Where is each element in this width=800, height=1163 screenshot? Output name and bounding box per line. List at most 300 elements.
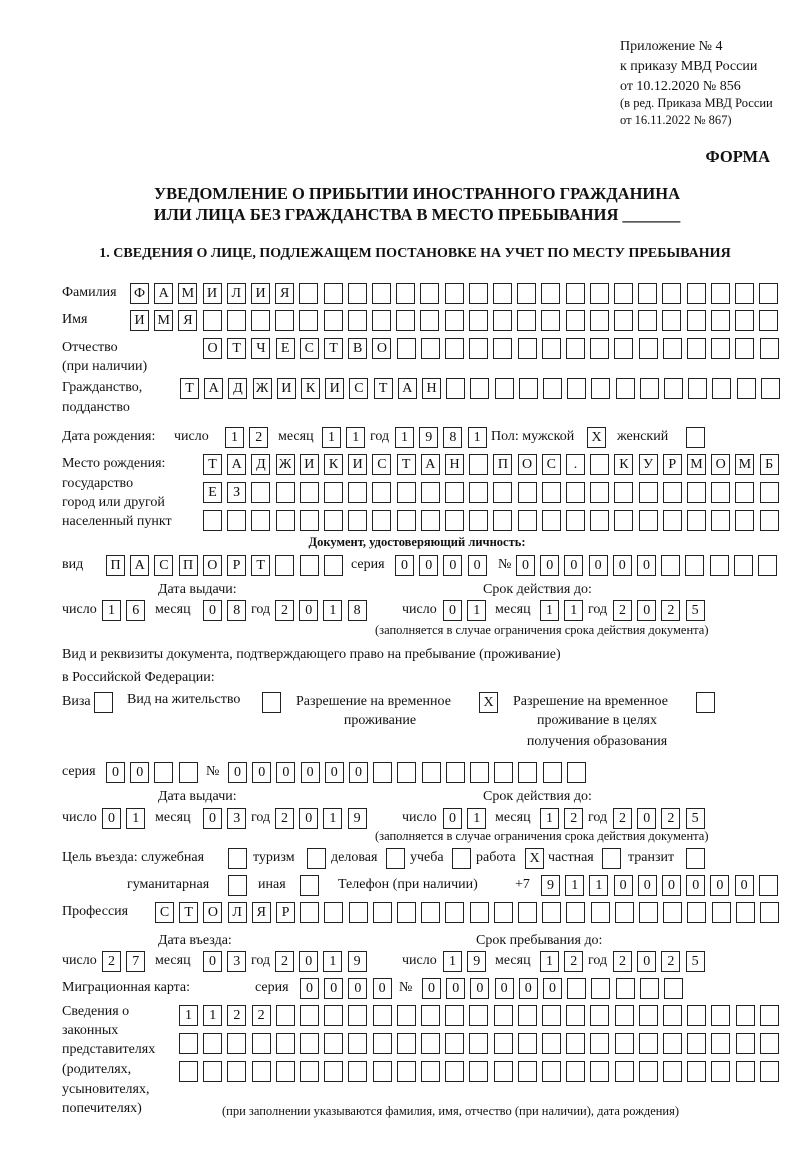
char-cell-pob1[interactable]: Б (760, 454, 779, 475)
char-cell-name[interactable] (638, 310, 657, 331)
char-cell-pob1[interactable]: К (324, 454, 343, 475)
char-cell-pob2[interactable] (590, 482, 609, 503)
char-cell-surname[interactable] (445, 283, 464, 304)
char-cell-stay-series[interactable]: 0 (130, 762, 149, 783)
char-cell-pob3[interactable] (590, 510, 609, 531)
char-cell-reps2[interactable] (421, 1033, 440, 1054)
char-cell-reps2[interactable] (445, 1033, 464, 1054)
char-cell-surname[interactable] (372, 283, 391, 304)
char-cell-reps3[interactable] (252, 1061, 271, 1082)
char-cell-name[interactable] (687, 310, 706, 331)
char-cell-reps3[interactable] (373, 1061, 392, 1082)
char-cell-stay-number[interactable]: 0 (228, 762, 247, 783)
char-cell-patronymic[interactable] (760, 338, 779, 359)
char-cell-pob2[interactable]: З (227, 482, 246, 503)
char-cell-stay-number[interactable] (543, 762, 562, 783)
char-cell-stay-issue-year[interactable]: 1 (323, 808, 342, 829)
char-cell-stay-number[interactable] (446, 762, 465, 783)
char-cell-stay-series[interactable] (154, 762, 173, 783)
char-cell-pob3[interactable] (324, 510, 343, 531)
char-cell-profession[interactable]: Т (179, 902, 198, 923)
char-cell-profession[interactable] (445, 902, 464, 923)
char-cell-pob1[interactable]: М (735, 454, 754, 475)
char-cell-stay-issue-month[interactable]: 3 (227, 808, 246, 829)
char-cell-pob1[interactable]: О (518, 454, 537, 475)
char-cell-pob1[interactable]: С (372, 454, 391, 475)
char-cell-phone[interactable]: 1 (565, 875, 584, 896)
char-cell-pob2[interactable] (663, 482, 682, 503)
char-cell-patronymic[interactable] (542, 338, 561, 359)
char-cell-reps1[interactable] (494, 1005, 513, 1026)
char-cell-citizenship[interactable] (495, 378, 514, 399)
char-cell-patronymic[interactable]: Е (276, 338, 295, 359)
char-cell-patronymic[interactable]: С (300, 338, 319, 359)
char-cell-until-day[interactable]: 9 (467, 951, 486, 972)
checkbox-p-private[interactable] (602, 848, 621, 869)
char-cell-profession[interactable] (736, 902, 755, 923)
char-cell-citizenship[interactable]: Н (422, 378, 441, 399)
char-cell-patronymic[interactable] (590, 338, 609, 359)
char-cell-entry-year[interactable]: 2 (275, 951, 294, 972)
char-cell-pob3[interactable] (735, 510, 754, 531)
char-cell-doc-issue-year[interactable]: 8 (348, 600, 367, 621)
char-cell-until-year[interactable]: 0 (637, 951, 656, 972)
char-cell-profession[interactable] (760, 902, 779, 923)
char-cell-pob3[interactable] (203, 510, 222, 531)
char-cell-reps1[interactable] (542, 1005, 561, 1026)
char-cell-mc-number[interactable] (664, 978, 683, 999)
char-cell-pob2[interactable]: Е (203, 482, 222, 503)
char-cell-reps3[interactable] (615, 1061, 634, 1082)
char-cell-reps2[interactable] (494, 1033, 513, 1054)
char-cell-dob-year[interactable]: 1 (395, 427, 414, 448)
char-cell-entry-month[interactable]: 0 (203, 951, 222, 972)
char-cell-name[interactable] (469, 310, 488, 331)
char-cell-pob1[interactable]: К (614, 454, 633, 475)
char-cell-doc-number[interactable]: 0 (516, 555, 535, 576)
char-cell-doc-valid-year[interactable]: 0 (637, 600, 656, 621)
char-cell-entry-year[interactable]: 1 (323, 951, 342, 972)
char-cell-doc-valid-year[interactable]: 5 (686, 600, 705, 621)
char-cell-name[interactable] (396, 310, 415, 331)
char-cell-phone[interactable]: 0 (686, 875, 705, 896)
checkbox-p-transit[interactable] (686, 848, 705, 869)
char-cell-doc-valid-day[interactable]: 1 (467, 600, 486, 621)
char-cell-name[interactable] (203, 310, 222, 331)
char-cell-profession[interactable] (518, 902, 537, 923)
char-cell-reps2[interactable] (227, 1033, 246, 1054)
char-cell-patronymic[interactable] (614, 338, 633, 359)
char-cell-surname[interactable] (687, 283, 706, 304)
char-cell-name[interactable] (227, 310, 246, 331)
char-cell-doc-valid-month[interactable]: 1 (540, 600, 559, 621)
char-cell-pob1[interactable]: Т (397, 454, 416, 475)
char-cell-stay-number[interactable]: 0 (301, 762, 320, 783)
char-cell-until-month[interactable]: 1 (540, 951, 559, 972)
char-cell-reps3[interactable] (542, 1061, 561, 1082)
char-cell-citizenship[interactable] (664, 378, 683, 399)
char-cell-surname[interactable] (396, 283, 415, 304)
char-cell-mc-number[interactable] (591, 978, 610, 999)
checkbox-p-other[interactable] (300, 875, 319, 896)
char-cell-surname[interactable] (517, 283, 536, 304)
char-cell-name[interactable] (251, 310, 270, 331)
char-cell-surname[interactable]: И (203, 283, 222, 304)
char-cell-doc-number[interactable]: 0 (613, 555, 632, 576)
char-cell-phone[interactable]: 0 (735, 875, 754, 896)
char-cell-stay-number[interactable] (567, 762, 586, 783)
char-cell-stay-issue-month[interactable]: 0 (203, 808, 222, 829)
char-cell-stay-series[interactable]: 0 (106, 762, 125, 783)
char-cell-citizenship[interactable] (712, 378, 731, 399)
char-cell-doc-valid-month[interactable]: 1 (564, 600, 583, 621)
char-cell-name[interactable]: И (130, 310, 149, 331)
char-cell-pob3[interactable] (760, 510, 779, 531)
char-cell-citizenship[interactable] (567, 378, 586, 399)
char-cell-surname[interactable] (420, 283, 439, 304)
char-cell-doc-kind[interactable]: П (106, 555, 125, 576)
char-cell-reps1[interactable] (276, 1005, 295, 1026)
char-cell-pob1[interactable]: У (639, 454, 658, 475)
char-cell-until-month[interactable]: 2 (564, 951, 583, 972)
char-cell-doc-kind[interactable]: А (130, 555, 149, 576)
char-cell-reps1[interactable] (615, 1005, 634, 1026)
char-cell-citizenship[interactable]: А (204, 378, 223, 399)
char-cell-citizenship[interactable]: И (325, 378, 344, 399)
char-cell-reps3[interactable] (179, 1061, 198, 1082)
char-cell-surname[interactable] (469, 283, 488, 304)
char-cell-doc-issue-month[interactable]: 8 (227, 600, 246, 621)
char-cell-phone[interactable]: 0 (710, 875, 729, 896)
char-cell-pob3[interactable] (614, 510, 633, 531)
char-cell-doc-number[interactable] (685, 555, 704, 576)
char-cell-patronymic[interactable] (687, 338, 706, 359)
char-cell-mc-number[interactable]: 0 (470, 978, 489, 999)
char-cell-doc-issue-month[interactable]: 0 (203, 600, 222, 621)
char-cell-reps1[interactable] (760, 1005, 779, 1026)
char-cell-citizenship[interactable] (688, 378, 707, 399)
checkbox-visa[interactable] (94, 692, 113, 713)
char-cell-dob-month[interactable]: 1 (346, 427, 365, 448)
char-cell-reps2[interactable] (324, 1033, 343, 1054)
char-cell-dob-year[interactable]: 1 (468, 427, 487, 448)
char-cell-reps1[interactable] (566, 1005, 585, 1026)
char-cell-name[interactable] (372, 310, 391, 331)
char-cell-surname[interactable]: Л (227, 283, 246, 304)
char-cell-entry-year[interactable]: 9 (348, 951, 367, 972)
char-cell-citizenship[interactable]: Т (180, 378, 199, 399)
char-cell-surname[interactable] (711, 283, 730, 304)
char-cell-profession[interactable] (324, 902, 343, 923)
char-cell-pob3[interactable] (227, 510, 246, 531)
char-cell-reps3[interactable] (663, 1061, 682, 1082)
char-cell-reps1[interactable] (324, 1005, 343, 1026)
char-cell-stay-series[interactable] (179, 762, 198, 783)
char-cell-profession[interactable]: Я (252, 902, 271, 923)
char-cell-pob3[interactable] (421, 510, 440, 531)
char-cell-pob3[interactable] (542, 510, 561, 531)
char-cell-reps1[interactable] (397, 1005, 416, 1026)
char-cell-pob1[interactable]: Д (251, 454, 270, 475)
char-cell-profession[interactable] (349, 902, 368, 923)
char-cell-pob2[interactable] (566, 482, 585, 503)
char-cell-reps2[interactable] (252, 1033, 271, 1054)
checkbox-p-service[interactable] (228, 848, 247, 869)
char-cell-patronymic[interactable] (735, 338, 754, 359)
char-cell-pob2[interactable] (469, 482, 488, 503)
char-cell-reps1[interactable] (469, 1005, 488, 1026)
char-cell-reps2[interactable] (542, 1033, 561, 1054)
char-cell-doc-series[interactable]: 0 (443, 555, 462, 576)
char-cell-reps3[interactable] (639, 1061, 658, 1082)
char-cell-patronymic[interactable] (493, 338, 512, 359)
char-cell-stay-valid-year[interactable]: 2 (661, 808, 680, 829)
char-cell-citizenship[interactable] (591, 378, 610, 399)
char-cell-reps3[interactable] (518, 1061, 537, 1082)
char-cell-phone[interactable]: 0 (614, 875, 633, 896)
char-cell-reps1[interactable]: 1 (179, 1005, 198, 1026)
char-cell-citizenship[interactable]: К (301, 378, 320, 399)
char-cell-doc-number[interactable]: 0 (637, 555, 656, 576)
char-cell-pob3[interactable] (493, 510, 512, 531)
char-cell-reps2[interactable] (348, 1033, 367, 1054)
char-cell-pob3[interactable] (566, 510, 585, 531)
char-cell-profession[interactable] (712, 902, 731, 923)
char-cell-reps1[interactable] (445, 1005, 464, 1026)
char-cell-pob1[interactable]: . (566, 454, 585, 475)
char-cell-name[interactable]: Я (178, 310, 197, 331)
char-cell-reps2[interactable] (203, 1033, 222, 1054)
char-cell-profession[interactable]: О (203, 902, 222, 923)
char-cell-name[interactable] (711, 310, 730, 331)
char-cell-pob2[interactable] (760, 482, 779, 503)
char-cell-pob3[interactable] (687, 510, 706, 531)
char-cell-mc-series[interactable]: 0 (348, 978, 367, 999)
char-cell-name[interactable] (566, 310, 585, 331)
char-cell-patronymic[interactable] (445, 338, 464, 359)
char-cell-reps3[interactable] (227, 1061, 246, 1082)
char-cell-until-year[interactable]: 2 (661, 951, 680, 972)
char-cell-patronymic[interactable]: О (372, 338, 391, 359)
char-cell-profession[interactable] (421, 902, 440, 923)
char-cell-profession[interactable] (397, 902, 416, 923)
char-cell-surname[interactable] (735, 283, 754, 304)
char-cell-citizenship[interactable]: Т (374, 378, 393, 399)
char-cell-doc-issue-year[interactable]: 0 (299, 600, 318, 621)
char-cell-doc-number[interactable] (710, 555, 729, 576)
char-cell-dob-day[interactable]: 2 (249, 427, 268, 448)
char-cell-surname[interactable] (541, 283, 560, 304)
char-cell-stay-valid-month[interactable]: 2 (564, 808, 583, 829)
char-cell-doc-number[interactable] (661, 555, 680, 576)
char-cell-pob2[interactable] (711, 482, 730, 503)
char-cell-reps3[interactable] (203, 1061, 222, 1082)
char-cell-reps2[interactable] (397, 1033, 416, 1054)
char-cell-mc-number[interactable]: 0 (446, 978, 465, 999)
char-cell-citizenship[interactable] (616, 378, 635, 399)
char-cell-mc-series[interactable]: 0 (373, 978, 392, 999)
char-cell-name[interactable] (348, 310, 367, 331)
char-cell-doc-number[interactable] (758, 555, 777, 576)
char-cell-reps1[interactable] (687, 1005, 706, 1026)
char-cell-stay-number[interactable] (518, 762, 537, 783)
char-cell-name[interactable] (590, 310, 609, 331)
char-cell-stay-valid-year[interactable]: 0 (637, 808, 656, 829)
char-cell-stay-number[interactable]: 0 (349, 762, 368, 783)
char-cell-profession[interactable] (591, 902, 610, 923)
char-cell-name[interactable] (759, 310, 778, 331)
char-cell-pob1[interactable]: Н (445, 454, 464, 475)
char-cell-name[interactable] (493, 310, 512, 331)
char-cell-stay-number[interactable] (494, 762, 513, 783)
char-cell-pob1[interactable]: А (227, 454, 246, 475)
char-cell-name[interactable] (275, 310, 294, 331)
char-cell-stay-issue-year[interactable]: 9 (348, 808, 367, 829)
char-cell-profession[interactable] (615, 902, 634, 923)
char-cell-stay-number[interactable] (470, 762, 489, 783)
char-cell-name[interactable] (517, 310, 536, 331)
char-cell-reps3[interactable] (445, 1061, 464, 1082)
char-cell-stay-number[interactable]: 0 (276, 762, 295, 783)
char-cell-surname[interactable] (493, 283, 512, 304)
char-cell-profession[interactable] (639, 902, 658, 923)
char-cell-phone[interactable]: 0 (638, 875, 657, 896)
char-cell-pob3[interactable] (372, 510, 391, 531)
char-cell-stay-valid-day[interactable]: 1 (467, 808, 486, 829)
char-cell-reps1[interactable] (639, 1005, 658, 1026)
char-cell-mc-number[interactable]: 0 (543, 978, 562, 999)
char-cell-pob3[interactable] (663, 510, 682, 531)
char-cell-surname[interactable]: Я (275, 283, 294, 304)
char-cell-reps1[interactable]: 2 (252, 1005, 271, 1026)
char-cell-patronymic[interactable] (663, 338, 682, 359)
char-cell-pob2[interactable] (518, 482, 537, 503)
char-cell-mc-number[interactable]: 0 (422, 978, 441, 999)
char-cell-doc-kind[interactable]: П (179, 555, 198, 576)
char-cell-stay-number[interactable]: 0 (252, 762, 271, 783)
char-cell-stay-valid-day[interactable]: 0 (443, 808, 462, 829)
char-cell-profession[interactable]: Л (228, 902, 247, 923)
char-cell-reps3[interactable] (324, 1061, 343, 1082)
char-cell-reps3[interactable] (736, 1061, 755, 1082)
char-cell-citizenship[interactable]: Д (228, 378, 247, 399)
char-cell-dob-day[interactable]: 1 (225, 427, 244, 448)
char-cell-pob2[interactable] (324, 482, 343, 503)
char-cell-citizenship[interactable]: А (398, 378, 417, 399)
char-cell-surname[interactable]: И (251, 283, 270, 304)
char-cell-stay-issue-year[interactable]: 0 (299, 808, 318, 829)
char-cell-reps1[interactable]: 2 (227, 1005, 246, 1026)
char-cell-reps1[interactable]: 1 (203, 1005, 222, 1026)
char-cell-patronymic[interactable] (711, 338, 730, 359)
char-cell-pob3[interactable] (639, 510, 658, 531)
char-cell-entry-month[interactable]: 3 (227, 951, 246, 972)
checkbox-p-humanitarian[interactable] (228, 875, 247, 896)
char-cell-reps3[interactable] (494, 1061, 513, 1082)
char-cell-mc-number[interactable] (640, 978, 659, 999)
char-cell-mc-series[interactable]: 0 (300, 978, 319, 999)
char-cell-reps2[interactable] (518, 1033, 537, 1054)
char-cell-phone[interactable]: 0 (662, 875, 681, 896)
char-cell-pob3[interactable] (251, 510, 270, 531)
char-cell-profession[interactable] (663, 902, 682, 923)
char-cell-reps2[interactable] (566, 1033, 585, 1054)
char-cell-reps2[interactable] (179, 1033, 198, 1054)
char-cell-reps2[interactable] (687, 1033, 706, 1054)
char-cell-entry-year[interactable]: 0 (299, 951, 318, 972)
checkbox-residence[interactable] (262, 692, 281, 713)
char-cell-mc-number[interactable]: 0 (495, 978, 514, 999)
char-cell-citizenship[interactable] (470, 378, 489, 399)
char-cell-pob2[interactable] (348, 482, 367, 503)
char-cell-doc-number[interactable] (734, 555, 753, 576)
char-cell-pob1[interactable]: А (421, 454, 440, 475)
char-cell-patronymic[interactable]: Т (324, 338, 343, 359)
checkbox-sex-male[interactable]: X (587, 427, 606, 448)
char-cell-dob-year[interactable]: 9 (419, 427, 438, 448)
char-cell-pob2[interactable] (276, 482, 295, 503)
char-cell-pob2[interactable] (735, 482, 754, 503)
char-cell-name[interactable] (445, 310, 464, 331)
char-cell-reps1[interactable] (711, 1005, 730, 1026)
char-cell-stay-issue-day[interactable]: 0 (102, 808, 121, 829)
char-cell-until-year[interactable]: 2 (613, 951, 632, 972)
char-cell-doc-issue-day[interactable]: 1 (102, 600, 121, 621)
char-cell-name[interactable] (324, 310, 343, 331)
char-cell-doc-valid-year[interactable]: 2 (661, 600, 680, 621)
char-cell-doc-series[interactable]: 0 (468, 555, 487, 576)
char-cell-stay-issue-day[interactable]: 1 (126, 808, 145, 829)
char-cell-pob2[interactable] (445, 482, 464, 503)
checkbox-p-tourism[interactable] (307, 848, 326, 869)
char-cell-pob2[interactable] (639, 482, 658, 503)
char-cell-stay-issue-year[interactable]: 2 (275, 808, 294, 829)
char-cell-pob2[interactable] (421, 482, 440, 503)
char-cell-profession[interactable] (494, 902, 513, 923)
char-cell-profession[interactable] (566, 902, 585, 923)
char-cell-name[interactable]: М (154, 310, 173, 331)
char-cell-surname[interactable] (348, 283, 367, 304)
char-cell-reps2[interactable] (300, 1033, 319, 1054)
char-cell-citizenship[interactable] (446, 378, 465, 399)
char-cell-name[interactable] (541, 310, 560, 331)
char-cell-surname[interactable] (759, 283, 778, 304)
char-cell-profession[interactable]: Р (276, 902, 295, 923)
char-cell-reps3[interactable] (590, 1061, 609, 1082)
char-cell-reps2[interactable] (639, 1033, 658, 1054)
char-cell-pob1[interactable]: Т (203, 454, 222, 475)
char-cell-surname[interactable] (566, 283, 585, 304)
char-cell-pob1[interactable]: Р (663, 454, 682, 475)
char-cell-phone[interactable]: 1 (589, 875, 608, 896)
char-cell-name[interactable] (614, 310, 633, 331)
char-cell-reps1[interactable] (663, 1005, 682, 1026)
char-cell-name[interactable] (735, 310, 754, 331)
char-cell-pob3[interactable] (711, 510, 730, 531)
char-cell-pob3[interactable] (518, 510, 537, 531)
char-cell-patronymic[interactable]: В (348, 338, 367, 359)
char-cell-profession[interactable] (542, 902, 561, 923)
char-cell-name[interactable] (662, 310, 681, 331)
char-cell-reps3[interactable] (687, 1061, 706, 1082)
checkbox-p-work[interactable]: X (525, 848, 544, 869)
char-cell-patronymic[interactable]: Ч (251, 338, 270, 359)
char-cell-profession[interactable] (373, 902, 392, 923)
char-cell-reps2[interactable] (711, 1033, 730, 1054)
char-cell-profession[interactable] (300, 902, 319, 923)
char-cell-pob1[interactable] (469, 454, 488, 475)
char-cell-reps2[interactable] (373, 1033, 392, 1054)
